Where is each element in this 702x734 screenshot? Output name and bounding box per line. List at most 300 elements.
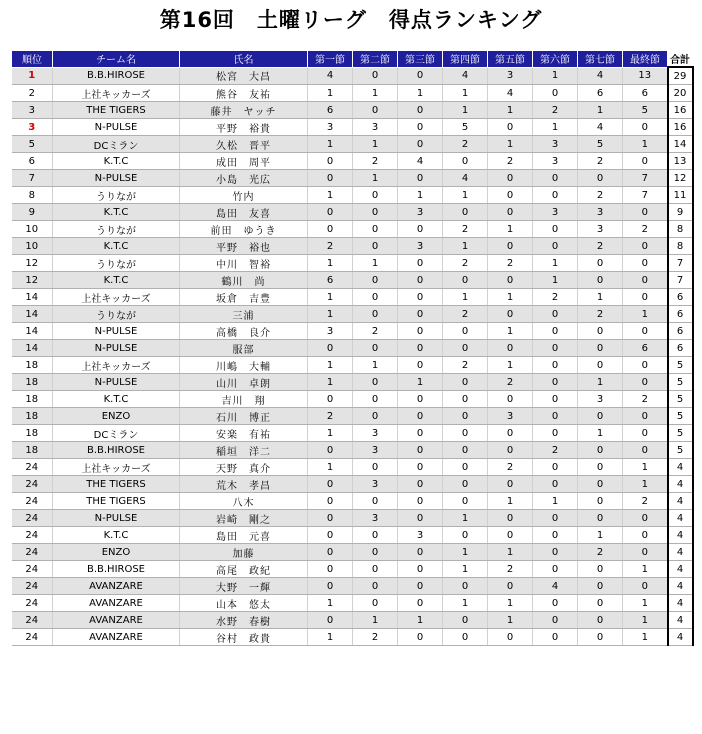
round-7-cell: 0 <box>578 493 623 510</box>
rank-cell: 12 <box>12 272 53 289</box>
round-4-cell: 2 <box>443 221 488 238</box>
rank-cell: 24 <box>12 629 53 646</box>
round-3-cell: 1 <box>398 612 443 629</box>
round-6-cell: 4 <box>533 578 578 595</box>
round-3-cell: 0 <box>398 340 443 357</box>
round-3-cell: 3 <box>398 527 443 544</box>
round-5-cell: 0 <box>488 629 533 646</box>
round-4-cell: 1 <box>443 85 488 102</box>
round-7-cell: 5 <box>578 136 623 153</box>
round-3-cell: 0 <box>398 476 443 493</box>
rank-cell: 14 <box>12 340 53 357</box>
round-2-cell: 0 <box>353 102 398 119</box>
round-2-cell: 0 <box>353 578 398 595</box>
round-5-cell: 1 <box>488 136 533 153</box>
round-1-cell: 0 <box>308 391 353 408</box>
table-row <box>12 425 693 442</box>
rank-cell: 8 <box>12 187 53 204</box>
rank-cell: 14 <box>12 289 53 306</box>
team-cell: B.B.HIROSE <box>53 561 180 578</box>
round-1-cell: 1 <box>308 459 353 476</box>
total-cell: 5 <box>668 442 693 459</box>
round-5-cell: 3 <box>488 408 533 425</box>
total-cell: 4 <box>668 629 693 646</box>
round-2-cell: 0 <box>353 340 398 357</box>
round-5-cell: 0 <box>488 204 533 221</box>
round-5-cell: 1 <box>488 357 533 374</box>
team-cell: N-PULSE <box>53 170 180 187</box>
round-final-cell: 1 <box>623 561 668 578</box>
round-7-cell: 0 <box>578 578 623 595</box>
round-7-cell: 0 <box>578 323 623 340</box>
round-final-cell: 6 <box>623 85 668 102</box>
round-3-cell: 0 <box>398 408 443 425</box>
round-6-cell: 0 <box>533 187 578 204</box>
round-4-cell: 1 <box>443 544 488 561</box>
rank-cell: 9 <box>12 204 53 221</box>
player-cell: 山本 悠太 <box>180 595 308 612</box>
table-row <box>12 476 693 493</box>
round-6-cell: 0 <box>533 357 578 374</box>
round-3-cell: 0 <box>398 102 443 119</box>
round-1-cell: 1 <box>308 425 353 442</box>
table-row <box>12 119 693 136</box>
round-6-cell: 2 <box>533 442 578 459</box>
round-final-cell: 0 <box>623 289 668 306</box>
total-cell: 29 <box>668 67 693 85</box>
round-4-cell: 1 <box>443 595 488 612</box>
total-cell: 6 <box>668 289 693 306</box>
table-row <box>12 170 693 187</box>
team-cell: AVANZARE <box>53 629 180 646</box>
team-cell: K.T.C <box>53 391 180 408</box>
round-1-cell: 0 <box>308 561 353 578</box>
team-cell: THE TIGERS <box>53 493 180 510</box>
round-3-cell: 0 <box>398 391 443 408</box>
round-final-cell: 5 <box>623 102 668 119</box>
team-cell: N-PULSE <box>53 340 180 357</box>
round-final-cell: 0 <box>623 544 668 561</box>
round-4-cell: 5 <box>443 119 488 136</box>
total-cell: 5 <box>668 425 693 442</box>
round-6-cell: 0 <box>533 221 578 238</box>
header-total: 合計 <box>668 51 693 68</box>
total-cell: 14 <box>668 136 693 153</box>
player-cell: 水野 春樹 <box>180 612 308 629</box>
round-1-cell: 1 <box>308 629 353 646</box>
total-cell: 7 <box>668 272 693 289</box>
round-2-cell: 1 <box>353 612 398 629</box>
round-3-cell: 0 <box>398 493 443 510</box>
round-4-cell: 0 <box>443 629 488 646</box>
round-final-cell: 0 <box>623 204 668 221</box>
rank-cell: 10 <box>12 221 53 238</box>
player-cell: 稲垣 洋二 <box>180 442 308 459</box>
header-round-4: 第四節 <box>443 51 488 68</box>
total-cell: 16 <box>668 119 693 136</box>
round-5-cell: 0 <box>488 578 533 595</box>
rank-cell: 3 <box>12 102 53 119</box>
round-4-cell: 1 <box>443 187 488 204</box>
round-5-cell: 0 <box>488 425 533 442</box>
player-cell: 前田 ゆうき <box>180 221 308 238</box>
rank-cell: 18 <box>12 425 53 442</box>
table-row <box>12 136 693 153</box>
round-6-cell: 3 <box>533 136 578 153</box>
round-5-cell: 1 <box>488 612 533 629</box>
rank-cell: 24 <box>12 510 53 527</box>
rank-cell: 14 <box>12 323 53 340</box>
round-6-cell: 1 <box>533 119 578 136</box>
player-cell: 八木 <box>180 493 308 510</box>
rank-cell: 6 <box>12 153 53 170</box>
rank-cell: 7 <box>12 170 53 187</box>
round-4-cell: 0 <box>443 476 488 493</box>
round-2-cell: 0 <box>353 306 398 323</box>
header-round-5: 第五節 <box>488 51 533 68</box>
round-3-cell: 0 <box>398 323 443 340</box>
player-cell: 小島 光広 <box>180 170 308 187</box>
round-7-cell: 2 <box>578 238 623 255</box>
round-2-cell: 0 <box>353 561 398 578</box>
round-1-cell: 2 <box>308 238 353 255</box>
round-7-cell: 2 <box>578 544 623 561</box>
round-5-cell: 1 <box>488 544 533 561</box>
round-2-cell: 0 <box>353 238 398 255</box>
round-7-cell: 3 <box>578 221 623 238</box>
round-3-cell: 0 <box>398 425 443 442</box>
team-cell: ENZO <box>53 408 180 425</box>
total-cell: 8 <box>668 238 693 255</box>
team-cell: K.T.C <box>53 238 180 255</box>
round-7-cell: 1 <box>578 102 623 119</box>
round-6-cell: 0 <box>533 510 578 527</box>
team-cell: うりなが <box>53 187 180 204</box>
round-1-cell: 0 <box>308 493 353 510</box>
round-2-cell: 0 <box>353 595 398 612</box>
table-row <box>12 374 693 391</box>
player-cell: 川嶋 大輔 <box>180 357 308 374</box>
round-4-cell: 4 <box>443 67 488 85</box>
round-1-cell: 4 <box>308 67 353 85</box>
player-cell: 高尾 政紀 <box>180 561 308 578</box>
total-cell: 5 <box>668 408 693 425</box>
header-round-7: 第七節 <box>578 51 623 68</box>
round-1-cell: 1 <box>308 306 353 323</box>
total-cell: 4 <box>668 612 693 629</box>
round-1-cell: 6 <box>308 272 353 289</box>
round-3-cell: 0 <box>398 442 443 459</box>
team-cell: AVANZARE <box>53 595 180 612</box>
round-2-cell: 0 <box>353 187 398 204</box>
round-final-cell: 0 <box>623 510 668 527</box>
team-cell: 上社キッカーズ <box>53 85 180 102</box>
round-3-cell: 0 <box>398 629 443 646</box>
round-7-cell: 0 <box>578 357 623 374</box>
team-cell: AVANZARE <box>53 612 180 629</box>
team-cell: N-PULSE <box>53 119 180 136</box>
player-cell: 竹内 <box>180 187 308 204</box>
round-final-cell: 1 <box>623 612 668 629</box>
player-cell: 久松 晋平 <box>180 136 308 153</box>
total-cell: 6 <box>668 306 693 323</box>
player-cell: 鶴川 尚 <box>180 272 308 289</box>
round-6-cell: 0 <box>533 527 578 544</box>
round-2-cell: 3 <box>353 425 398 442</box>
table-row <box>12 578 693 595</box>
total-cell: 7 <box>668 255 693 272</box>
table-row <box>12 238 693 255</box>
round-3-cell: 0 <box>398 136 443 153</box>
round-1-cell: 0 <box>308 170 353 187</box>
header-round-3: 第三節 <box>398 51 443 68</box>
round-6-cell: 0 <box>533 561 578 578</box>
round-3-cell: 0 <box>398 170 443 187</box>
team-cell: B.B.HIROSE <box>53 67 180 85</box>
round-4-cell: 0 <box>443 408 488 425</box>
team-cell: DCミラン <box>53 136 180 153</box>
team-cell: うりなが <box>53 221 180 238</box>
round-5-cell: 2 <box>488 374 533 391</box>
round-4-cell: 0 <box>443 493 488 510</box>
round-1-cell: 1 <box>308 187 353 204</box>
table-row <box>12 544 693 561</box>
table-header-row <box>12 51 693 68</box>
round-5-cell: 2 <box>488 153 533 170</box>
round-5-cell: 3 <box>488 67 533 85</box>
table-row <box>12 510 693 527</box>
round-6-cell: 0 <box>533 612 578 629</box>
round-2-cell: 2 <box>353 629 398 646</box>
round-6-cell: 2 <box>533 289 578 306</box>
round-3-cell: 1 <box>398 374 443 391</box>
round-final-cell: 1 <box>623 629 668 646</box>
player-cell: 高橋 良介 <box>180 323 308 340</box>
player-cell: 島田 元喜 <box>180 527 308 544</box>
round-2-cell: 2 <box>353 153 398 170</box>
round-3-cell: 0 <box>398 459 443 476</box>
round-1-cell: 3 <box>308 323 353 340</box>
round-5-cell: 1 <box>488 323 533 340</box>
round-2-cell: 0 <box>353 544 398 561</box>
team-cell: N-PULSE <box>53 323 180 340</box>
round-final-cell: 1 <box>623 476 668 493</box>
player-cell: 平野 裕貴 <box>180 119 308 136</box>
table-row <box>12 67 693 85</box>
round-7-cell: 0 <box>578 612 623 629</box>
round-4-cell: 0 <box>443 374 488 391</box>
round-final-cell: 1 <box>623 595 668 612</box>
table-row <box>12 153 693 170</box>
rank-cell: 3 <box>12 119 53 136</box>
round-final-cell: 2 <box>623 493 668 510</box>
round-2-cell: 0 <box>353 221 398 238</box>
round-final-cell: 0 <box>623 374 668 391</box>
round-2-cell: 0 <box>353 272 398 289</box>
round-7-cell: 0 <box>578 476 623 493</box>
player-cell: 山川 卓朗 <box>180 374 308 391</box>
round-6-cell: 2 <box>533 102 578 119</box>
round-6-cell: 0 <box>533 629 578 646</box>
round-1-cell: 1 <box>308 595 353 612</box>
round-1-cell: 6 <box>308 102 353 119</box>
round-2-cell: 1 <box>353 85 398 102</box>
round-final-cell: 1 <box>623 459 668 476</box>
round-4-cell: 0 <box>443 153 488 170</box>
total-cell: 5 <box>668 357 693 374</box>
round-7-cell: 2 <box>578 187 623 204</box>
total-cell: 13 <box>668 153 693 170</box>
round-3-cell: 3 <box>398 238 443 255</box>
team-cell: N-PULSE <box>53 510 180 527</box>
team-cell: うりなが <box>53 306 180 323</box>
round-1-cell: 0 <box>308 510 353 527</box>
round-5-cell: 0 <box>488 238 533 255</box>
header-round-final: 最終節 <box>623 51 668 68</box>
rank-cell: 2 <box>12 85 53 102</box>
round-6-cell: 0 <box>533 391 578 408</box>
player-cell: 加藤 <box>180 544 308 561</box>
round-7-cell: 3 <box>578 204 623 221</box>
round-6-cell: 0 <box>533 306 578 323</box>
round-4-cell: 4 <box>443 170 488 187</box>
table-row <box>12 255 693 272</box>
player-cell: 三浦 <box>180 306 308 323</box>
round-7-cell: 0 <box>578 408 623 425</box>
total-cell: 4 <box>668 459 693 476</box>
team-cell: K.T.C <box>53 204 180 221</box>
round-final-cell: 7 <box>623 170 668 187</box>
round-5-cell: 0 <box>488 442 533 459</box>
rank-cell: 14 <box>12 306 53 323</box>
table-row <box>12 102 693 119</box>
round-2-cell: 1 <box>353 136 398 153</box>
table-row <box>12 323 693 340</box>
round-7-cell: 2 <box>578 306 623 323</box>
total-cell: 11 <box>668 187 693 204</box>
team-cell: THE TIGERS <box>53 476 180 493</box>
page-title: 第16回 土曜リーグ 得点ランキング <box>159 8 543 32</box>
round-3-cell: 1 <box>398 85 443 102</box>
round-4-cell: 2 <box>443 306 488 323</box>
round-4-cell: 1 <box>443 102 488 119</box>
round-6-cell: 0 <box>533 595 578 612</box>
round-7-cell: 0 <box>578 561 623 578</box>
total-cell: 5 <box>668 391 693 408</box>
round-7-cell: 1 <box>578 527 623 544</box>
round-6-cell: 3 <box>533 153 578 170</box>
total-cell: 6 <box>668 340 693 357</box>
total-cell: 6 <box>668 323 693 340</box>
round-5-cell: 2 <box>488 459 533 476</box>
round-6-cell: 0 <box>533 340 578 357</box>
round-7-cell: 3 <box>578 391 623 408</box>
round-1-cell: 0 <box>308 612 353 629</box>
team-cell: 上社キッカーズ <box>53 289 180 306</box>
player-cell: 松宮 大昌 <box>180 67 308 85</box>
round-7-cell: 0 <box>578 442 623 459</box>
total-cell: 4 <box>668 476 693 493</box>
rank-cell: 24 <box>12 459 53 476</box>
round-final-cell: 0 <box>623 527 668 544</box>
round-4-cell: 0 <box>443 425 488 442</box>
player-cell: 平野 裕也 <box>180 238 308 255</box>
round-4-cell: 1 <box>443 561 488 578</box>
team-cell: B.B.HIROSE <box>53 442 180 459</box>
round-5-cell: 0 <box>488 187 533 204</box>
team-cell: K.T.C <box>53 272 180 289</box>
total-cell: 4 <box>668 578 693 595</box>
player-cell: 荒木 孝昌 <box>180 476 308 493</box>
player-cell: 成田 周平 <box>180 153 308 170</box>
round-7-cell: 0 <box>578 340 623 357</box>
table-row <box>12 408 693 425</box>
table-row <box>12 612 693 629</box>
round-5-cell: 1 <box>488 289 533 306</box>
rank-cell: 10 <box>12 238 53 255</box>
round-3-cell: 0 <box>398 289 443 306</box>
header-round-1: 第一節 <box>308 51 353 68</box>
round-1-cell: 0 <box>308 578 353 595</box>
round-6-cell: 0 <box>533 408 578 425</box>
round-2-cell: 3 <box>353 476 398 493</box>
total-cell: 4 <box>668 527 693 544</box>
round-4-cell: 0 <box>443 323 488 340</box>
round-6-cell: 0 <box>533 544 578 561</box>
round-2-cell: 0 <box>353 289 398 306</box>
round-2-cell: 0 <box>353 459 398 476</box>
round-final-cell: 7 <box>623 187 668 204</box>
round-2-cell: 0 <box>353 527 398 544</box>
round-2-cell: 0 <box>353 204 398 221</box>
header-rank: 順位 <box>12 51 53 68</box>
round-5-cell: 0 <box>488 272 533 289</box>
round-5-cell: 0 <box>488 510 533 527</box>
round-3-cell: 0 <box>398 255 443 272</box>
player-cell: 吉川 翔 <box>180 391 308 408</box>
round-4-cell: 0 <box>443 612 488 629</box>
round-5-cell: 1 <box>488 221 533 238</box>
table-row <box>12 340 693 357</box>
round-7-cell: 0 <box>578 255 623 272</box>
round-7-cell: 2 <box>578 153 623 170</box>
rank-cell: 18 <box>12 357 53 374</box>
round-4-cell: 0 <box>443 578 488 595</box>
table-row <box>12 289 693 306</box>
table-row <box>12 85 693 102</box>
table-row <box>12 527 693 544</box>
team-cell: AVANZARE <box>53 578 180 595</box>
player-cell: 谷村 政貴 <box>180 629 308 646</box>
player-cell: 中川 智裕 <box>180 255 308 272</box>
round-1-cell: 0 <box>308 340 353 357</box>
round-7-cell: 1 <box>578 289 623 306</box>
round-final-cell: 1 <box>623 136 668 153</box>
round-final-cell: 0 <box>623 153 668 170</box>
rank-cell: 24 <box>12 612 53 629</box>
player-cell: 天野 真介 <box>180 459 308 476</box>
round-2-cell: 0 <box>353 493 398 510</box>
round-final-cell: 6 <box>623 340 668 357</box>
round-2-cell: 0 <box>353 374 398 391</box>
round-final-cell: 1 <box>623 306 668 323</box>
team-cell: 上社キッカーズ <box>53 459 180 476</box>
player-cell: 坂倉 吉豊 <box>180 289 308 306</box>
round-6-cell: 0 <box>533 459 578 476</box>
round-6-cell: 1 <box>533 67 578 85</box>
round-final-cell: 13 <box>623 67 668 85</box>
round-6-cell: 0 <box>533 476 578 493</box>
